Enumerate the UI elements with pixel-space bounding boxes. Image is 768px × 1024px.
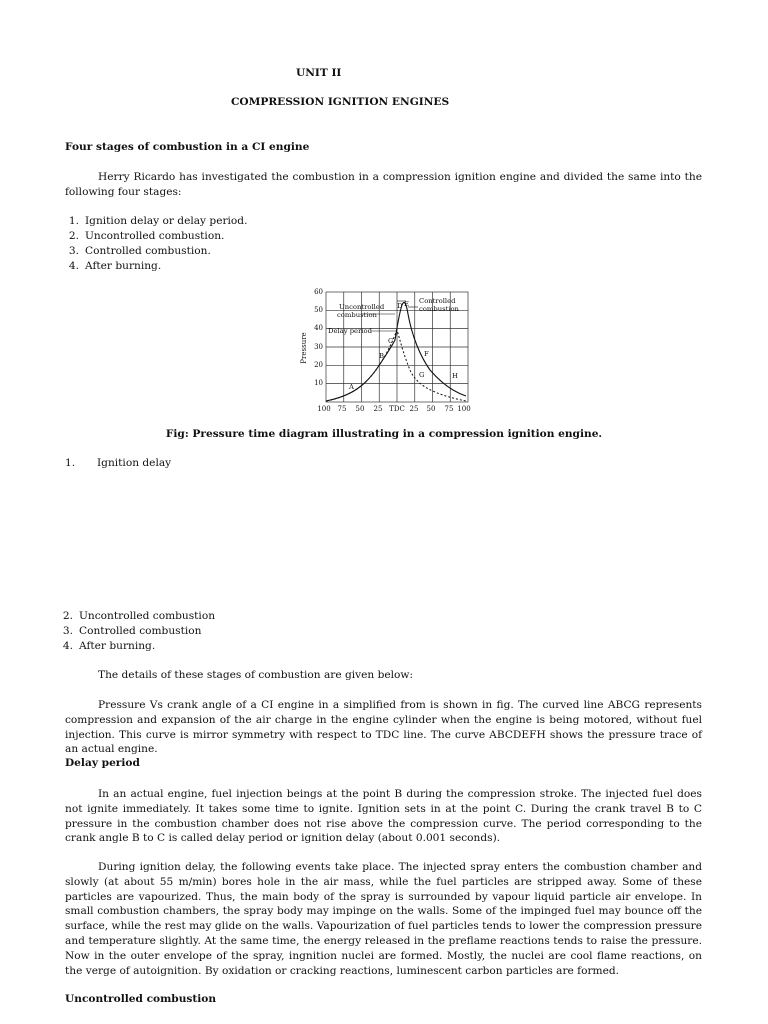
list-item: 2. Uncontrolled combustion. — [68, 230, 225, 242]
x-tick: 50 — [355, 405, 365, 413]
y-tick: 20 — [314, 361, 323, 369]
page-title: COMPRESSION IGNITION ENGINES — [231, 96, 450, 108]
label-uncontrolled: Uncontrolled — [339, 303, 385, 311]
point-label: C — [388, 337, 394, 345]
y-tick: 50 — [314, 306, 323, 314]
x-tick: 50 — [426, 405, 436, 413]
x-tick: 75 — [444, 405, 454, 413]
x-tick: 75 — [337, 405, 347, 413]
pressure-paragraph: Pressure Vs crank angle of a CI engine in a simplified from is shown in fig. The curved line ABCG represents compression and expansion of the air charge in the engine cylinder when the engine is being motored, without fuel injection. This curve is mirror symmetry with respect to TDC line. The curve ABCDEFH shows the pressure trace of an actual engine. — [65, 699, 702, 756]
y-tick: 30 — [314, 343, 323, 351]
label-uncontrolled: combustion — [337, 311, 377, 319]
y-tick: 10 — [314, 379, 323, 387]
point-label: F — [424, 350, 429, 358]
stage1-item: 1. Ignition delay — [65, 457, 172, 469]
list-item: 3. Controlled combustion. — [68, 245, 211, 257]
list-item: 2. Uncontrolled combustion — [62, 610, 216, 622]
point-label: D — [397, 302, 403, 310]
point-label: G — [419, 371, 425, 379]
point-label: H — [452, 372, 458, 380]
point-label: B — [379, 352, 384, 360]
figure-caption: Fig: Pressure time diagram illustrating in a compression ignition engine. — [165, 428, 603, 440]
label-controlled: Controlled — [419, 297, 456, 305]
label-controlled: combustion — [419, 305, 459, 313]
point-label: E — [404, 300, 409, 308]
x-tick: 25 — [409, 405, 419, 413]
y-axis-label: Pressure — [300, 332, 308, 364]
delay-paragraph-1: In an actual engine, fuel injection beings at the point B during the compression stroke. The injected fuel does not ignite immediately. It takes some time to ignite. Ignition sets in at the point C. During the crank travel B to C pressure in the combustion chamber does not rise above the compression curve. The period corresponding to the crank angle B to C is called delay period or ignition delay (about 0.001 seconds). — [65, 788, 702, 845]
list-item: 1. Ignition delay or delay period. — [68, 215, 248, 227]
intro-paragraph: Herry Ricardo has investigated the combustion in a compression ignition engine and divided the same into the following four stages: — [65, 171, 702, 198]
list-item: 4. After burning. — [68, 260, 162, 272]
point-label: A — [349, 383, 354, 391]
uncontrolled-heading: Uncontrolled combustion — [65, 993, 217, 1005]
x-tick: 100 — [317, 405, 331, 413]
delay-period-heading: Delay period — [65, 757, 140, 769]
pressure-crank-angle-figure — [296, 284, 476, 414]
x-tick: TDC — [389, 405, 405, 413]
delay-paragraph-2: During ignition delay, the following events take place. The injected spray enters the combustion chamber and slowly (at about 55 m/min) bores hole in the air mass, while the fuel particles are stripped away. Some of these particles are vapourized. Thus, the main body of the spray is surrounded by vapour liquid particle air envelope. In small combustion chambers, the spray body may impinge on the walls. Some of the impinged fuel may bounce off the surface, while the rest may glide on the walls. Vapourization of fuel particles tends to lower the compression pressure and temperature slightly. At the same time, the energy released in the preflame reactions tends to raise the pressure. Now in the outer envelope of the spray, ingnition nuclei are formed. Mostly, the nuclei are cool flame reactions, on the verge of autoignition. By oxidation or cracking reactions, luminescent carbon particles are formed. — [65, 861, 702, 977]
details-intro: The details of these stages of combustion are given below: — [98, 669, 414, 681]
y-tick: 60 — [314, 288, 323, 296]
list-item: 3. Controlled combustion — [62, 625, 202, 637]
section-heading-stages: Four stages of combustion in a CI engine — [65, 141, 310, 153]
y-tick: 40 — [314, 324, 323, 332]
stages-list-b — [59, 609, 215, 654]
unit-heading: UNIT II — [296, 67, 342, 79]
x-tick: 100 — [457, 405, 471, 413]
x-tick: 25 — [373, 405, 383, 413]
list-item: 4. After burning. — [62, 640, 156, 652]
label-delay-period: Delay period — [328, 327, 372, 335]
stages-list-a — [65, 214, 247, 274]
